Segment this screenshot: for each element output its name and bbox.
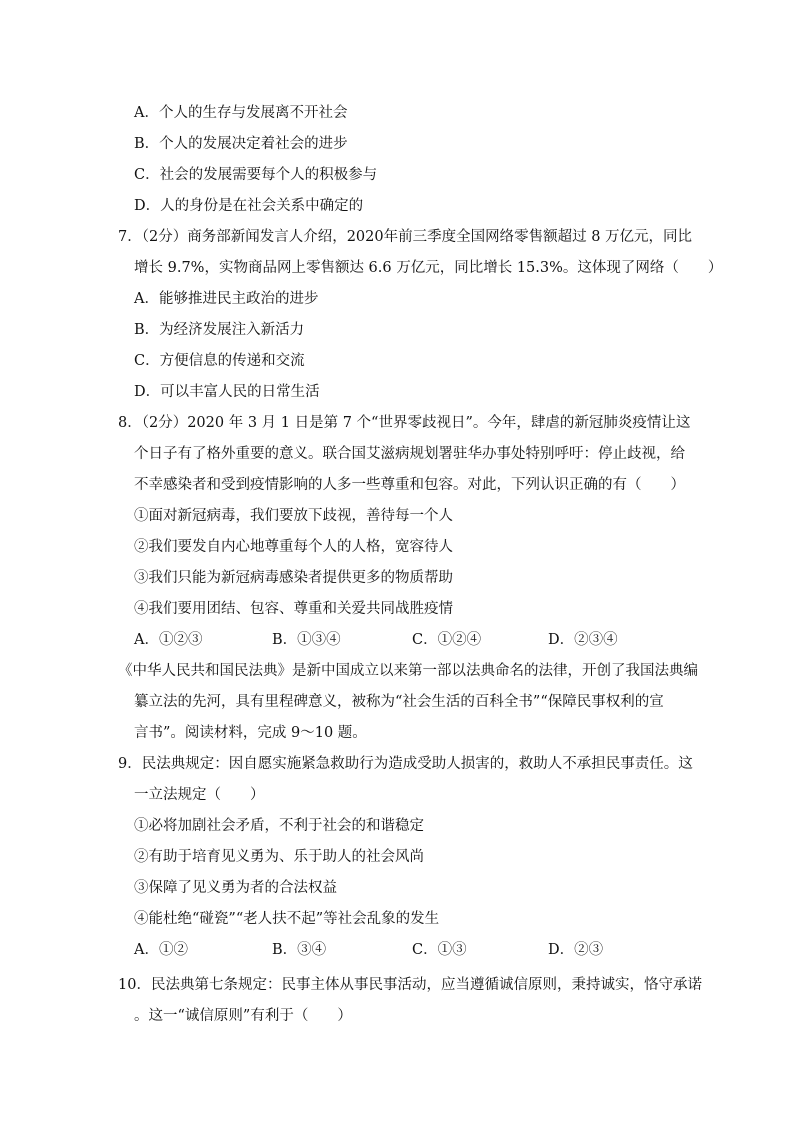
q8-statement-2: ②我们要发自内心地尊重每个人的人格，宽容待人 xyxy=(134,539,453,555)
q9-option-c: C．①③ xyxy=(412,942,467,958)
q9-statement-4: ④能杜绝“碰瓷”“老人扶不起”等社会乱象的发生 xyxy=(134,911,440,927)
q8-option-c: C．①②④ xyxy=(412,632,482,648)
q8-option-d: D．②③④ xyxy=(548,632,618,648)
q6-option-d: D．人的身份是在社会关系中确定的 xyxy=(134,198,364,214)
q9-statement-3: ③保障了见义勇为者的合法权益 xyxy=(134,880,337,896)
q10-stem-line-2: 。这一“诚信原则”有利于（ ） xyxy=(134,1008,352,1024)
q7-option-d: D．可以丰富人民的日常生活 xyxy=(134,384,320,400)
q8-statement-3: ③我们只能为新冠病毒感染者提供更多的物质帮助 xyxy=(134,570,453,586)
q9-option-a: A．①② xyxy=(134,942,188,958)
q8-stem-line-2: 个日子有了格外重要的意义。联合国艾滋病规划署驻华办事处特别呼吁：停止歧视，给 xyxy=(134,446,685,462)
q8-option-b: B．①③④ xyxy=(272,632,341,648)
material-line-2: 纂立法的先河，具有里程碑意义，被称为“社会生活的百科全书”“保障民事权利的宣 xyxy=(134,694,664,710)
q7-option-c: C．方便信息的传递和交流 xyxy=(134,353,305,369)
q8-stem-line-3: 不幸感染者和受到疫情影响的人多一些尊重和包容。对此，下列认识正确的有（ ） xyxy=(134,477,685,493)
q8-statement-4: ④我们要用团结、包容、尊重和关爱共同战胜疫情 xyxy=(134,601,453,617)
q7-option-a: A．能够推进民主政治的进步 xyxy=(134,291,319,307)
q9-statement-2: ②有助于培育见义勇为、乐于助人的社会风尚 xyxy=(134,849,424,865)
q7-option-b: B．为经济发展注入新活力 xyxy=(134,322,305,338)
q9-stem-line-2: 一立法规定（ ） xyxy=(134,787,265,803)
q6-option-b: B．个人的发展决定着社会的进步 xyxy=(134,136,348,152)
q7-stem-line-1: 7．（2分）商务部新闻发言人介绍，2020年前三季度全国网络零售额超过 8 万亿元，同比 xyxy=(118,229,693,245)
q6-option-c: C．社会的发展需要每个人的积极参与 xyxy=(134,167,378,183)
q7-stem-line-2: 增长 9.7%，实物商品网上零售额达 6.6 万亿元，同比增长 15.3%。这体现了网络（ ） xyxy=(134,260,723,276)
q8-statement-1: ①面对新冠病毒，我们要放下歧视，善待每一个人 xyxy=(134,508,453,524)
material-line-1: 《中华人民共和国民法典》是新中国成立以来第一部以法典命名的法律，开创了我国法典编 xyxy=(118,663,698,679)
q6-option-a: A．个人的生存与发展离不开社会 xyxy=(134,105,348,121)
q9-option-d: D．②③ xyxy=(548,942,604,958)
q9-statement-1: ①必将加剧社会矛盾，不利于社会的和谐稳定 xyxy=(134,818,424,834)
q9-option-b: B．③④ xyxy=(272,942,327,958)
q8-option-a: A．①②③ xyxy=(134,632,203,648)
material-line-3: 言书”。阅读材料，完成 9～10 题。 xyxy=(134,725,367,741)
q9-stem-line-1: 9．民法典规定：因自愿实施紧急救助行为造成受助人损害的，救助人不承担民事责任。这 xyxy=(118,756,693,772)
q8-stem-line-1: 8．（2分）2020 年 3 月 1 日是第 7 个“世界零歧视日”。今年，肆虐的新冠肺炎疫情让这 xyxy=(118,415,691,431)
q10-stem-line-1: 10．民法典第七条规定：民事主体从事民事活动，应当遵循诚信原则，秉持诚实，恪守承诺 xyxy=(118,977,702,993)
